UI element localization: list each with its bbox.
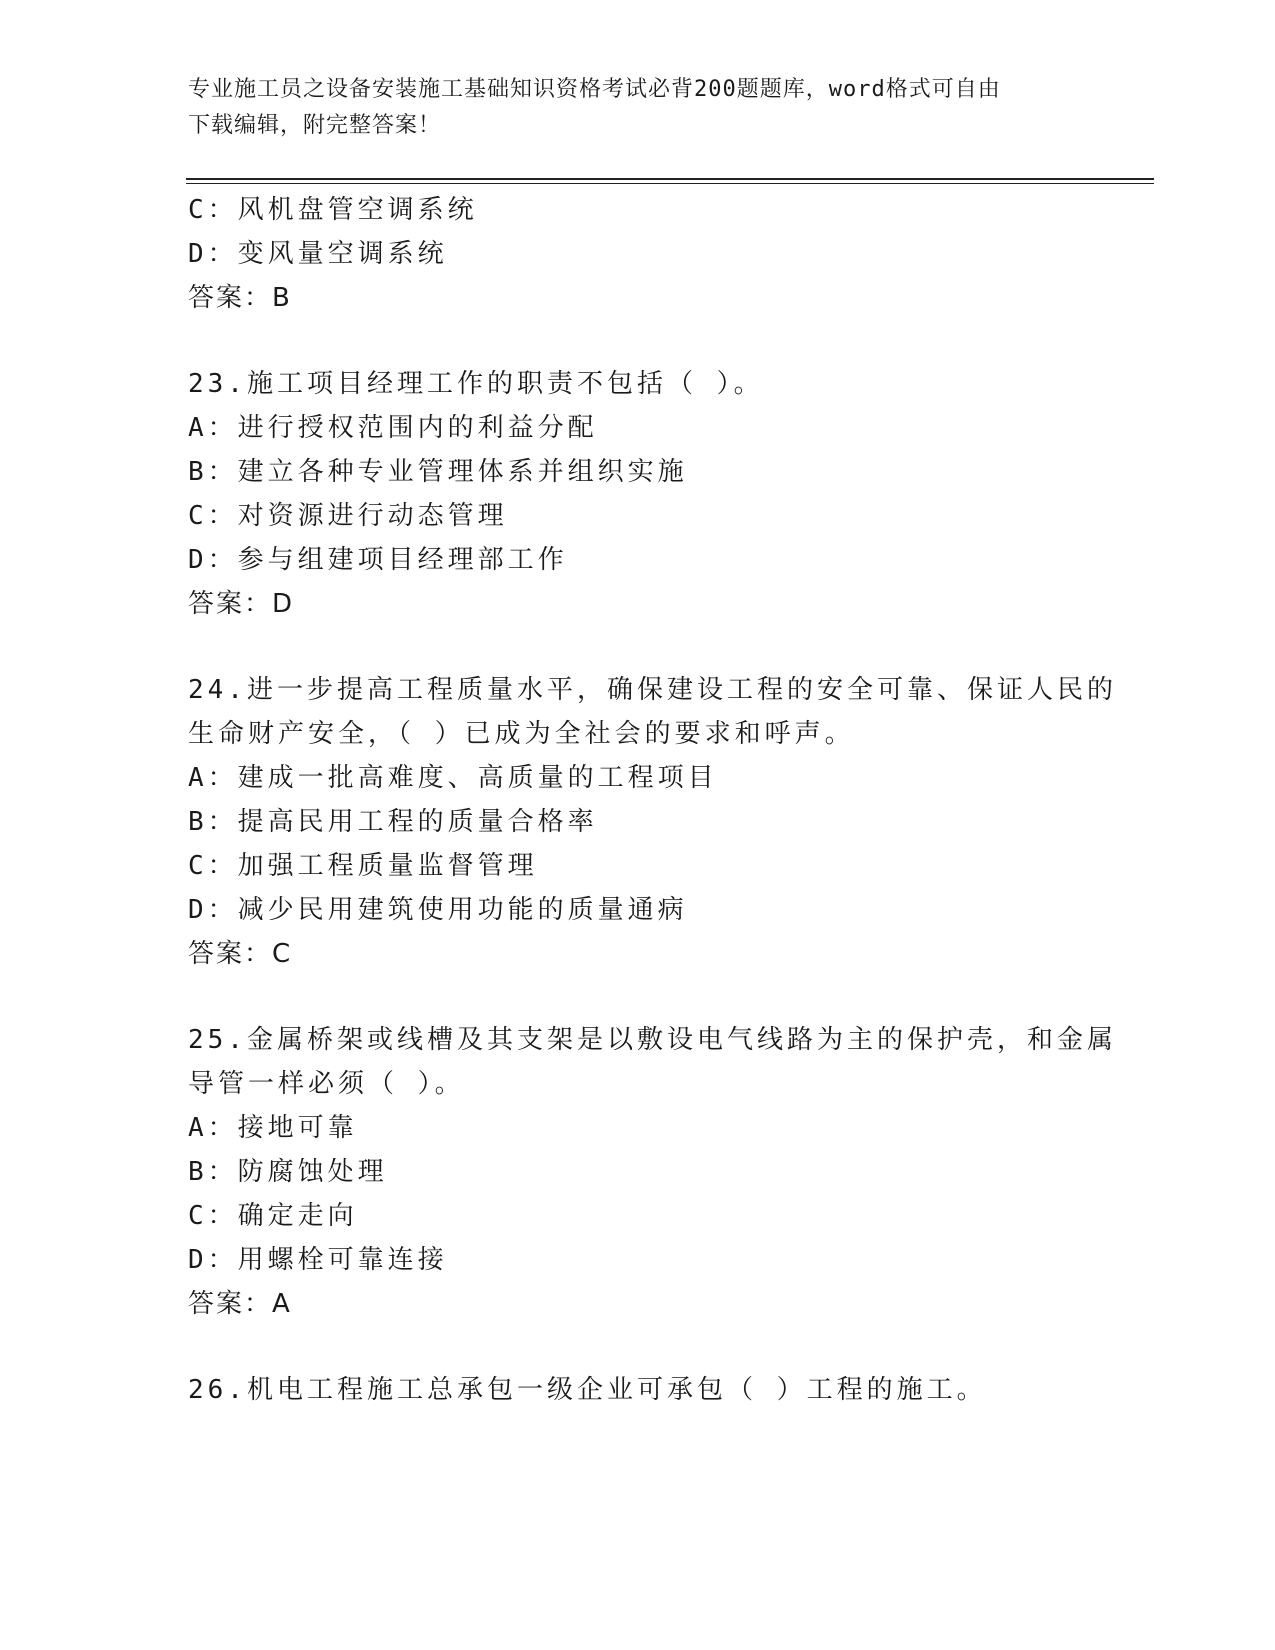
header-line-2: 下载编辑，附完整答案！ — [188, 113, 442, 138]
q22-answer: 答案：B — [188, 283, 292, 313]
q25-stem-line-2: 导管一样必须（ ）。 — [188, 1069, 465, 1099]
header-divider-thick — [186, 178, 1154, 180]
q22-option-d: D：变风量空调系统 — [188, 239, 448, 269]
q25-answer: 答案：A — [188, 1289, 292, 1319]
q24-option-c: C：加强工程质量监督管理 — [188, 851, 538, 881]
q25-option-a: A：接地可靠 — [188, 1113, 358, 1143]
header-divider-thin — [186, 183, 1154, 184]
q23-option-b: B：建立各种专业管理体系并组织实施 — [188, 457, 688, 487]
q24-option-b: B：提高民用工程的质量合格率 — [188, 807, 598, 837]
q24-stem-line-1: 24.进一步提高工程质量水平，确保建设工程的安全可靠、保证人民的 — [188, 675, 1117, 705]
q23-stem: 23.施工项目经理工作的职责不包括（ ）。 — [188, 369, 764, 399]
q23-option-c: C：对资源进行动态管理 — [188, 501, 508, 531]
q25-option-c: C：确定走向 — [188, 1201, 358, 1231]
q25-option-b: B：防腐蚀处理 — [188, 1157, 388, 1187]
q24-option-a: A：建成一批高难度、高质量的工程项目 — [188, 763, 718, 793]
q25-stem-line-1: 25.金属桥架或线槽及其支架是以敷设电气线路为主的保护壳，和金属 — [188, 1025, 1117, 1055]
q24-answer: 答案：C — [188, 939, 293, 969]
q23-option-d: D：参与组建项目经理部工作 — [188, 545, 568, 575]
document-header — [188, 72, 1088, 144]
q26-stem: 26.机电工程施工总承包一级企业可承包（ ）工程的施工。 — [188, 1375, 987, 1405]
q24-stem-line-2: 生命财产安全，（ ）已成为全社会的要求和呼声。 — [188, 719, 855, 749]
q22-option-c: C：风机盘管空调系统 — [188, 195, 478, 225]
q23-option-a: A：进行授权范围内的利益分配 — [188, 413, 598, 443]
header-line-1: 专业施工员之设备安装施工基础知识资格考试必背200题题库，word格式可自由 — [188, 77, 1001, 102]
q23-answer: 答案：D — [188, 589, 295, 619]
q24-option-d: D：减少民用建筑使用功能的质量通病 — [188, 895, 688, 925]
q25-option-d: D：用螺栓可靠连接 — [188, 1245, 448, 1275]
